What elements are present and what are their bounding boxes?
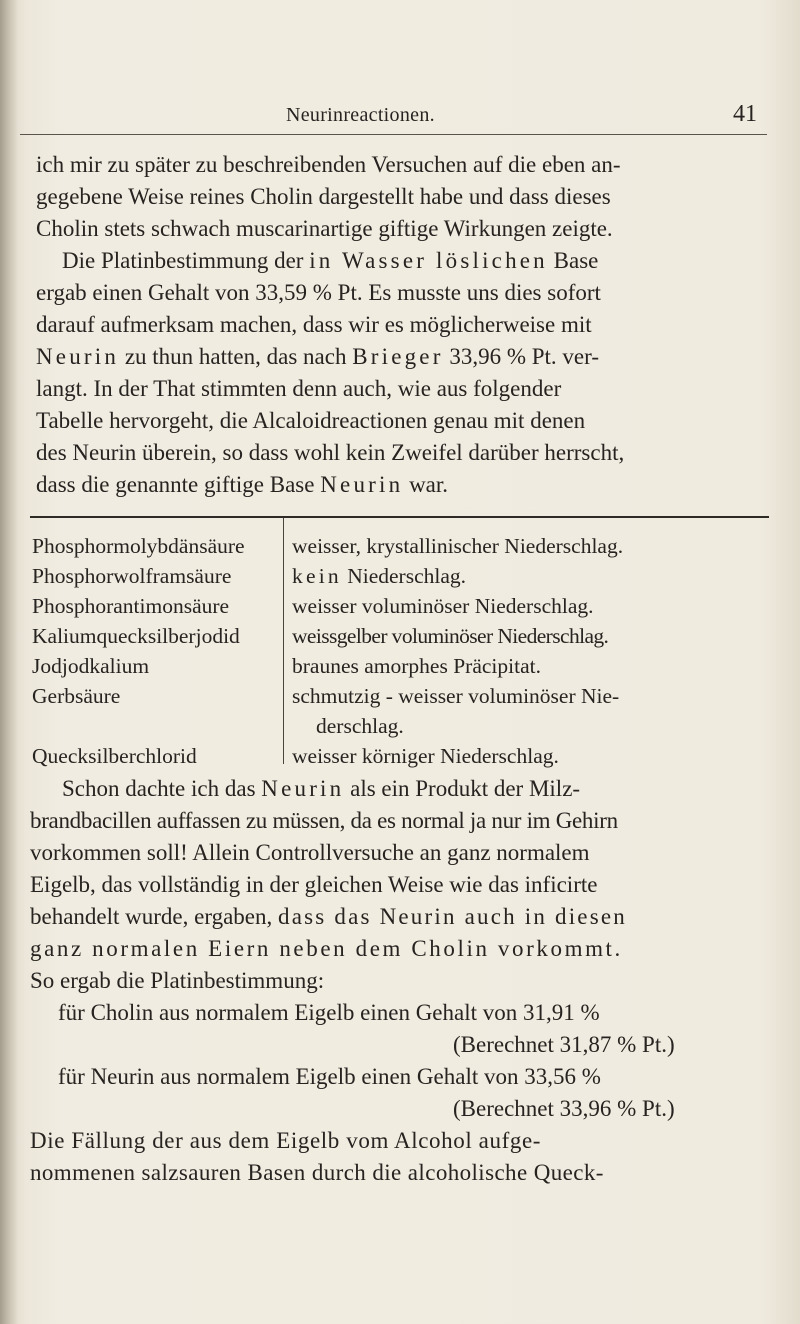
emphasized-text: dass das Neurin auch in diesen xyxy=(278,904,627,929)
text-line xyxy=(30,902,627,932)
emphasized-text: Neurin xyxy=(36,344,120,369)
text-span: Niederschlag. xyxy=(347,564,466,588)
running-title: Neurinreactionen. xyxy=(286,104,435,126)
text-line: brandbacillen auffassen zu müssen, da es normal ja nur im Gehirn xyxy=(30,808,618,833)
text-span: Base xyxy=(553,248,599,273)
text-span: Schon dachte ich das xyxy=(62,776,256,801)
text-span: als ein Produkt der Milz- xyxy=(350,776,581,801)
text-line: ganz normalen Eiern neben dem Cholin vorkommt. xyxy=(30,936,623,961)
emphasized-text: Brieger xyxy=(352,344,444,369)
text-line: So ergab die Platinbestimmung: xyxy=(30,968,325,993)
text-line: darauf aufmerksam machen, dass wir es möglicherweise mit xyxy=(36,312,592,337)
text-span: dass die genannte giftige Base xyxy=(36,472,315,497)
text-line xyxy=(62,774,580,804)
text-line: Cholin stets schwach muscarinartige giftige Wirkungen zeigte. xyxy=(36,216,613,241)
text-line: für Cholin aus normalem Eigelb einen Gehalt von 31,91 % xyxy=(58,1000,600,1025)
table-cell-reagent: Phosphorwolframsäure xyxy=(32,564,232,588)
text-span: 33,96 % Pt. ver- xyxy=(449,344,599,369)
text-line: des Neurin überein, so dass wohl kein Zweifel darüber herrscht, xyxy=(36,440,625,465)
text-line: (Berechnet 33,96 % Pt.) xyxy=(453,1096,675,1121)
table-cell-result: weisser körniger Niederschlag. xyxy=(292,744,559,768)
text-span: zu thun hatten, das nach xyxy=(124,344,347,369)
table-cell-result xyxy=(292,562,466,590)
text-line: ich mir zu später zu beschreibenden Versuchen auf die eben an- xyxy=(36,152,621,177)
table-top-rule xyxy=(30,516,769,518)
table-cell-result: weisser voluminöser Niederschlag. xyxy=(292,594,594,618)
table-cell-reagent: Gerbsäure xyxy=(32,684,121,708)
text-line: Eigelb, das vollständig in der gleichen Weise wie das inficirte xyxy=(30,872,598,897)
text-line: für Neurin aus normalem Eigelb einen Gehalt von 33,56 % xyxy=(58,1064,601,1089)
text-line: ergab einen Gehalt von 33,59 % Pt. Es musste uns dies sofort xyxy=(36,280,601,305)
binding-shadow xyxy=(0,0,18,1324)
text-line xyxy=(36,470,448,500)
table-cell-result: schmutzig - weisser voluminöser Nie- xyxy=(292,684,620,708)
emphasized-text: Neurin xyxy=(320,472,404,497)
table-cell-result: braunes amorphes Präcipitat. xyxy=(292,654,541,678)
table-cell-reagent: Quecksilberchlorid xyxy=(32,744,197,768)
text-line: gegebene Weise reines Cholin dargestellt habe und dass dieses xyxy=(36,184,611,209)
table-cell-result: weisser, krystallinischer Niederschlag. xyxy=(292,534,624,558)
emphasized-text: in Wasser löslichen xyxy=(309,248,548,273)
text-line: Tabelle hervorgeht, die Alcaloidreactionen genau mit denen xyxy=(36,408,586,433)
table-column-divider xyxy=(283,518,284,764)
emphasized-text: Neurin xyxy=(261,776,345,801)
text-line: vorkommen soll! Allein Controllversuche an ganz normalem xyxy=(30,840,590,865)
page-number: 41 xyxy=(733,101,757,127)
page-header xyxy=(0,101,800,132)
table-cell-reagent: Phosphormolybdänsäure xyxy=(32,534,245,558)
table-cell-reagent: Jodjodkalium xyxy=(32,654,150,678)
text-line: langt. In der That stimmten denn auch, wie aus folgender xyxy=(36,376,562,401)
text-line: Die Fällung der aus dem Eigelb vom Alcohol aufge- xyxy=(30,1128,542,1153)
text-line: nommenen salzsauren Basen durch die alcoholische Queck- xyxy=(30,1160,604,1185)
text-span: Die Platinbestimmung der xyxy=(62,248,304,273)
text-line xyxy=(62,246,598,276)
table-cell-reagent: Kaliumquecksilberjodid xyxy=(32,624,240,648)
text-span: behandelt wurde, ergaben, xyxy=(30,904,273,929)
header-rule xyxy=(20,134,767,135)
text-line xyxy=(36,342,599,372)
table-cell-result-continued: derschlag. xyxy=(316,714,404,738)
text-line: (Berechnet 31,87 % Pt.) xyxy=(453,1032,675,1057)
text-span: war. xyxy=(409,472,449,497)
table-cell-reagent: Phosphorantimonsäure xyxy=(32,594,230,618)
emphasized-text: kein xyxy=(292,564,342,588)
table-cell-result: weissgelber voluminöser Niederschlag. xyxy=(292,624,609,648)
